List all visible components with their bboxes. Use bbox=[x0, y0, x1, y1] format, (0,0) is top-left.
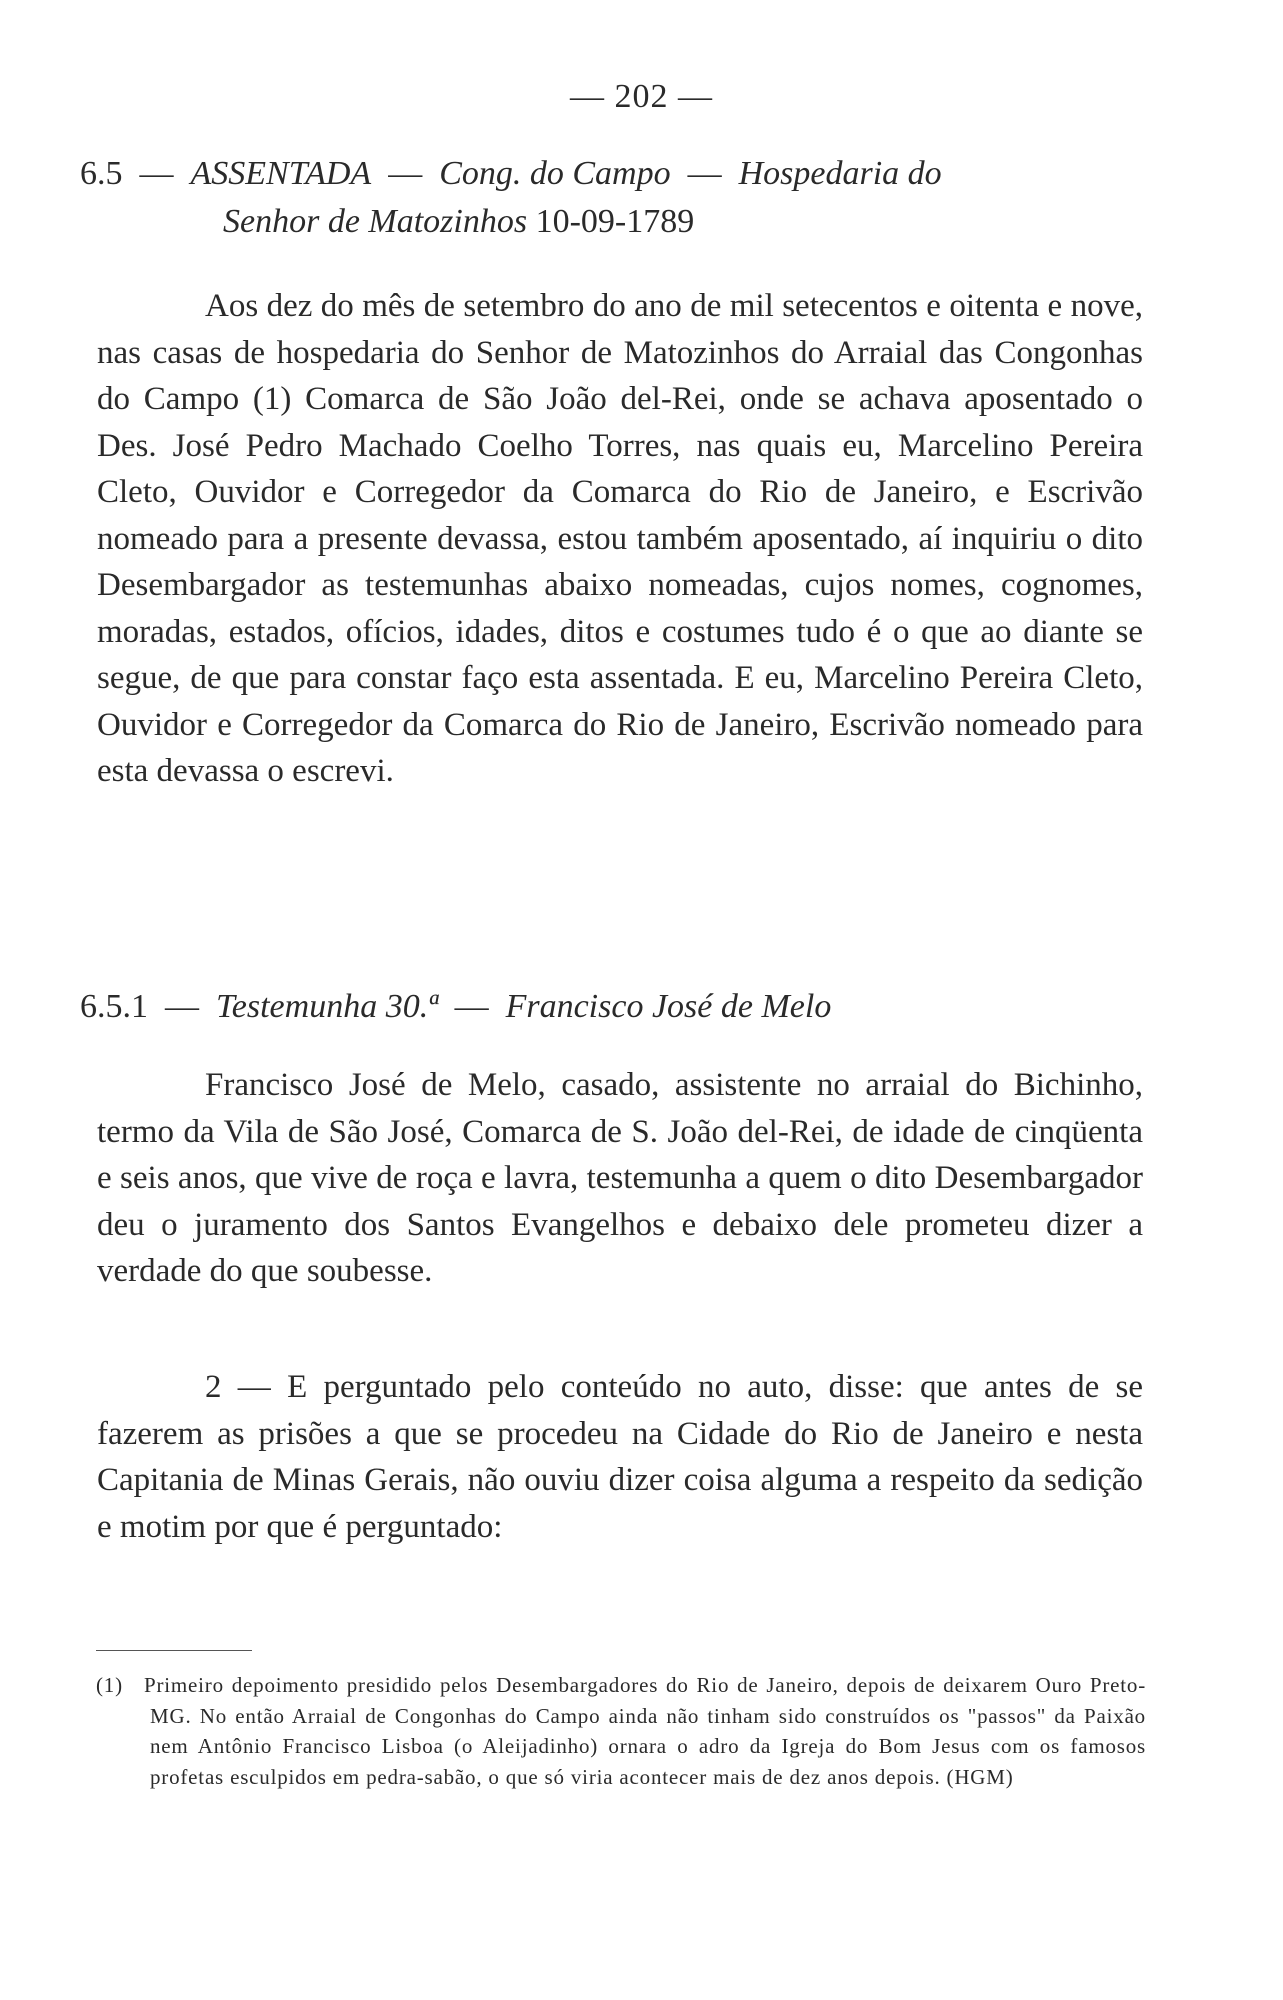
section-date: 10-09-1789 bbox=[535, 203, 695, 240]
question-paragraph: 2 — E perguntado pelo conteúdo no auto, disse: que antes de se fazerem as prisões a que se procedeu na Cidade do Rio de Janeiro e nesta Capitania de Minas Gerais, não ouviu dizer coisa alguma a respeito da sedição e motim por que é perguntado: bbox=[97, 1369, 1143, 1545]
section-place: Cong. do Campo bbox=[439, 155, 671, 192]
section-number: 6.5 bbox=[80, 155, 123, 192]
footnote bbox=[96, 1670, 1146, 1792]
subsection-number: 6.5.1 bbox=[80, 988, 148, 1025]
witness-name: Francisco José de Melo bbox=[505, 988, 832, 1025]
subsection-title: Testemunha 30.ª bbox=[216, 988, 438, 1025]
section-heading-6-5: 6.5 — ASSENTADA — Cong. do Campo — Hospedaria do Senhor de Matozinhos 10-09-1789 bbox=[80, 155, 942, 240]
footnote-text: Primeiro depoimento presidido pelos Desembargadores do Rio de Janeiro, depois de deixarem Ouro Preto-MG. No então Arraial de Congonhas do Campo ainda não tinham sido construídos os "passos" da Paixão nem Antônio Francisco Lisboa (o Aleijadinho) ornara o adro da Igreja do Bom Jesus com os famosos profetas esculpidos em pedra-sabão, o que só viria acontecer mais de dez anos depois. (HGM) bbox=[144, 1673, 1146, 1789]
section-heading-6-5-1: 6.5.1 — Testemunha 30.ª — Francisco José de Melo bbox=[80, 988, 832, 1025]
section-place-detail: Hospedaria do bbox=[738, 155, 942, 192]
footnote-divider bbox=[96, 1650, 252, 1651]
section-title: ASSENTADA bbox=[190, 155, 372, 192]
witness-paragraph: Francisco José de Melo, casado, assistente no arraial do Bichinho, termo da Vila de São José, Comarca de S. João del-Rei, de idade de cinqüenta e seis anos, que vive de roça e lavra, testemunha a quem o dito Desembargador deu o juramento dos Santos Evangelhos e debaixo dele prometeu dizer a verdade do que soubesse. bbox=[97, 1067, 1143, 1289]
section-place-detail-cont: Senhor de Matozinhos bbox=[223, 203, 528, 240]
footnote-marker: (1) bbox=[96, 1673, 123, 1697]
assentada-paragraph: Aos dez do mês de setembro do ano de mil setecentos e oitenta e nove, nas casas de hospedaria do Senhor de Matozinhos do Arraial das Congonhas do Campo (1) Comarca de São João del-Rei, onde se achava aposentado o Des. José Pedro Machado Coelho Torres, nas quais eu, Marcelino Pereira Cleto, Ouvidor e Corregedor da Comarca do Rio de Janeiro, e Escrivão nomeado para a presente devassa, estou também aposentado, aí inquiriu o dito Desembargador as testemunhas abaixo nomeadas, cujos nomes, cognomes, moradas, estados, ofícios, idades, ditos e costumes tudo é o que ao diante se segue, de que para constar faço esta assentada. E eu, Marcelino Pereira Cleto, Ouvidor e Corregedor da Comarca do Rio de Janeiro, Escrivão nomeado para esta devassa o escrevi. bbox=[97, 288, 1143, 789]
page-number: — 202 — bbox=[570, 78, 713, 115]
